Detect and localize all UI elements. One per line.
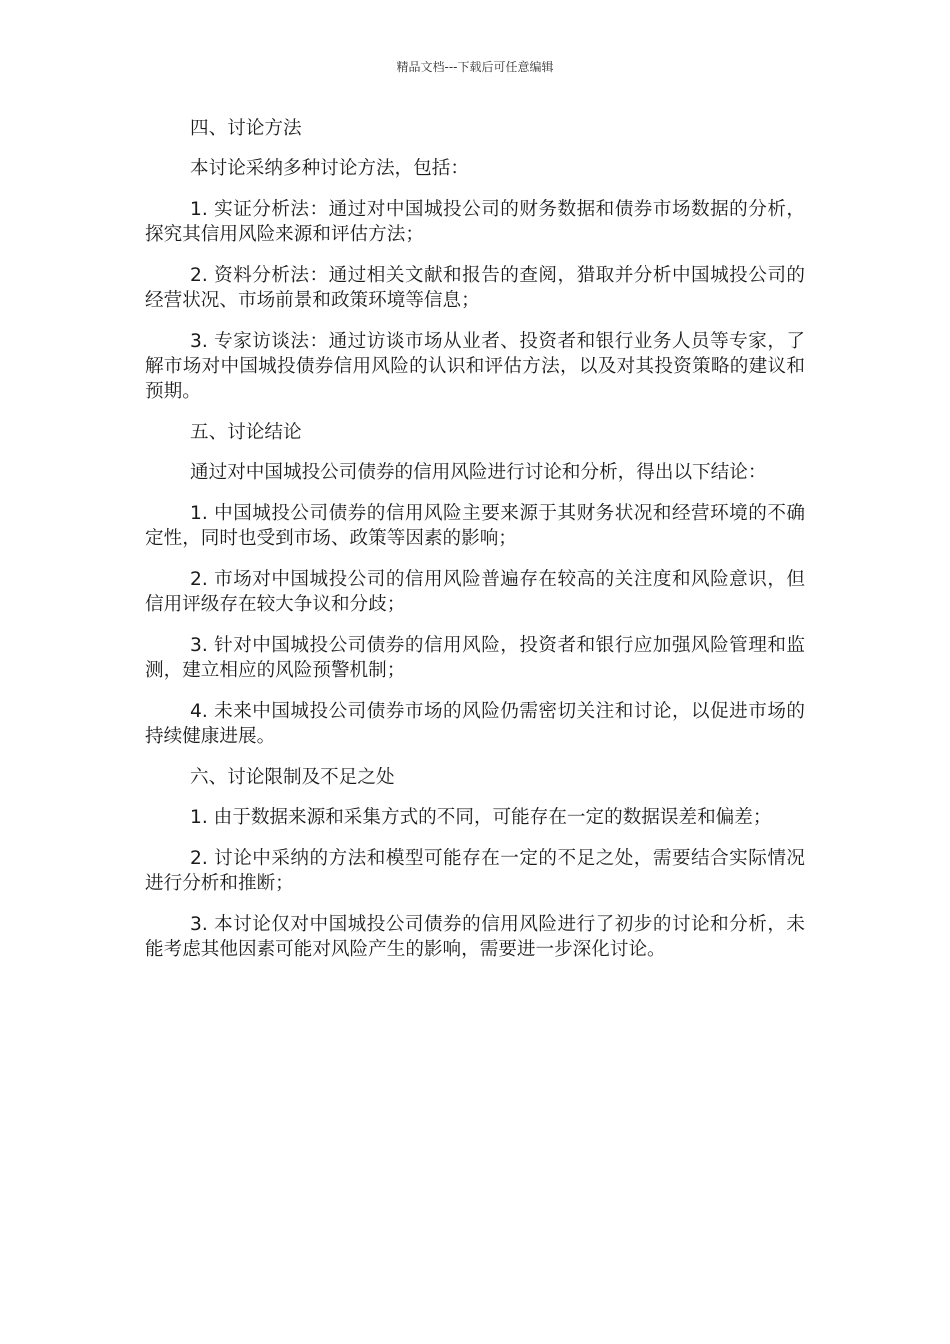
paragraph: 3. 专家访谈法：通过访谈市场从业者、投资者和银行业务人员等专家，了解市场对中国城投债券信用风险的认识和评估方法，以及对其投资策略的建议和预期。	[145, 331, 805, 402]
paragraph: 1. 中国城投公司债券的信用风险主要来源于其财务状况和经营环境的不确定性，同时也受到市场、政策等因素的影响；	[145, 503, 805, 549]
document-body	[145, 116, 805, 978]
paragraph: 1. 实证分析法：通过对中国城投公司的财务数据和债券市场数据的分析，探究其信用风险来源和评估方法；	[145, 199, 805, 245]
section-heading-methods: 四、讨论方法	[190, 118, 302, 139]
section-heading-conclusions: 五、讨论结论	[190, 422, 302, 443]
paragraph: 本讨论采纳多种讨论方法，包括：	[190, 158, 469, 179]
paragraph: 2. 市场对中国城投公司的信用风险普遍存在较高的关注度和风险意识，但信用评级存在较大争议和分歧；	[145, 569, 805, 615]
paragraph: 2. 资料分析法：通过相关文献和报告的查阅，猎取并分析中国城投公司的经营状况、市场前景和政策环境等信息；	[145, 265, 805, 311]
paragraph: 1. 由于数据来源和采集方式的不同，可能存在一定的数据误差和偏差；	[190, 807, 772, 828]
paragraph: 3. 本讨论仅对中国城投公司债券的信用风险进行了初步的讨论和分析，未能考虑其他因素可能对风险产生的影响，需要进一步深化讨论。	[145, 914, 805, 960]
paragraph: 3. 针对中国城投公司债券的信用风险，投资者和银行应加强风险管理和监测，建立相应的风险预警机制；	[145, 635, 805, 681]
section-heading-limitations: 六、讨论限制及不足之处	[190, 767, 395, 788]
paragraph: 4. 未来中国城投公司债券市场的风险仍需密切关注和讨论，以促进市场的持续健康进展。	[145, 701, 805, 747]
paragraph: 通过对中国城投公司债券的信用风险进行讨论和分析，得出以下结论：	[190, 462, 767, 483]
page-header: 精品文档---下载后可任意编辑	[396, 60, 554, 74]
paragraph: 2. 讨论中采纳的方法和模型可能存在一定的不足之处，需要结合实际情况进行分析和推断；	[145, 848, 805, 894]
